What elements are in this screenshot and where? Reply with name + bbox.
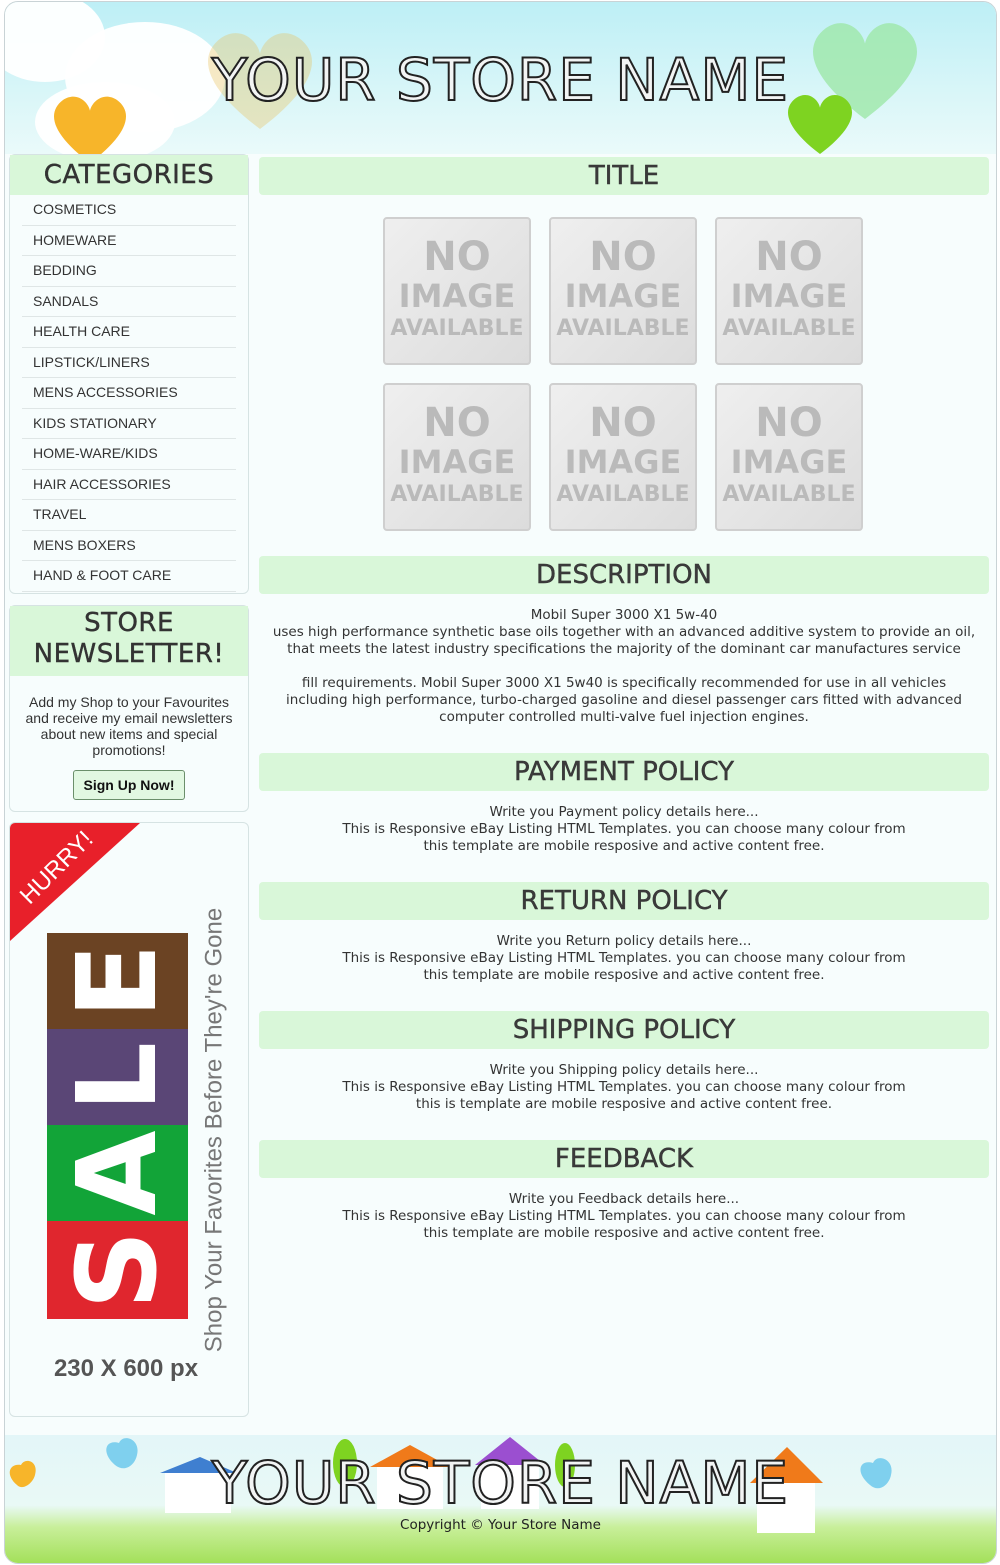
description-body	[259, 607, 989, 726]
return-policy-heading: RETURN POLICY	[259, 882, 989, 920]
title-heading: TITLE	[259, 157, 989, 195]
category-item[interactable]: TRAVEL	[22, 500, 236, 531]
product-image-placeholder[interactable]	[383, 217, 531, 365]
description-heading: DESCRIPTION	[259, 556, 989, 594]
category-item[interactable]: HEALTH CARE	[22, 317, 236, 348]
hurry-ribbon-text: HURRY!	[14, 825, 99, 910]
category-item[interactable]: MENS BOXERS	[22, 531, 236, 562]
header-banner	[5, 2, 996, 154]
footer-store-name: YOUR STORE NAME	[211, 1449, 790, 1517]
feedback-body	[259, 1191, 989, 1242]
sale-letter-block	[47, 1125, 188, 1221]
sale-letter-block	[47, 933, 188, 1029]
return-policy-text: This is Responsive eBay Listing HTML Templates. you can choose many colour from this template are mobile resposive and active content free.	[342, 950, 906, 983]
footer-banner	[5, 1435, 996, 1563]
shipping-policy-intro: Write you Shipping policy details here...	[489, 1062, 759, 1078]
no-image-line1: NO	[423, 234, 491, 280]
category-item[interactable]: HAIR ACCESSORIES	[22, 470, 236, 501]
category-item[interactable]: HAND & FOOT CARE	[22, 561, 236, 592]
no-image-line3: AVAILABLE	[556, 316, 690, 341]
payment-policy-text: This is Responsive eBay Listing HTML Templates. you can choose many colour from this template are mobile resposive and active content free.	[342, 821, 906, 854]
no-image-line1: NO	[755, 400, 823, 446]
sale-letter: L	[53, 1041, 181, 1113]
sale-tagline: Shop Your Favorites Before They're Gone	[200, 907, 228, 1353]
no-image-line2: IMAGE	[564, 443, 682, 481]
categories-heading: CATEGORIES	[10, 155, 248, 195]
sale-letter: E	[53, 943, 181, 1019]
categories-panel	[9, 154, 249, 594]
no-image-line1: NO	[423, 400, 491, 446]
category-item[interactable]: SANDALS	[22, 287, 236, 318]
newsletter-heading	[10, 606, 248, 676]
no-image-line1: NO	[755, 234, 823, 280]
no-image-line2: IMAGE	[730, 277, 848, 315]
product-image-placeholder[interactable]	[549, 217, 697, 365]
no-image-line2: IMAGE	[730, 443, 848, 481]
shipping-policy-text: This is Responsive eBay Listing HTML Templates. you can choose many colour from this is template are mobile resposive and active content free.	[342, 1079, 906, 1112]
ad-size-label: 230 X 600 px	[53, 1355, 199, 1382]
category-item[interactable]: MENS ACCESSORIES	[22, 378, 236, 409]
product-image-placeholder[interactable]	[715, 217, 863, 365]
feedback-heading: FEEDBACK	[259, 1140, 989, 1178]
product-image-placeholder[interactable]	[383, 383, 531, 531]
category-item[interactable]: HOMEWARE	[22, 226, 236, 257]
newsletter-text: Add my Shop to your Favourites and receive my email newsletters about new items and special promotions!	[25, 694, 233, 758]
categories-list	[10, 195, 248, 592]
category-item[interactable]: KIDS STATIONARY	[22, 409, 236, 440]
no-image-line1: NO	[589, 400, 657, 446]
copyright-text: Copyright © Your Store Name	[400, 1517, 601, 1533]
store-name-title: YOUR STORE NAME	[211, 46, 790, 114]
category-item[interactable]: LIPSTICK/LINERS	[22, 348, 236, 379]
payment-policy-intro: Write you Payment policy details here...	[489, 804, 759, 820]
no-image-line2: IMAGE	[398, 443, 516, 481]
category-item[interactable]: COSMETICS	[22, 195, 236, 226]
no-image-line3: AVAILABLE	[390, 482, 524, 507]
page-container	[4, 1, 997, 1564]
feedback-text: This is Responsive eBay Listing HTML Templates. you can choose many colour from this template are mobile resposive and active content free.	[342, 1208, 906, 1241]
shipping-policy-heading: SHIPPING POLICY	[259, 1011, 989, 1049]
no-image-line2: IMAGE	[398, 277, 516, 315]
description-paragraph: uses high performance synthetic base oils together with an advanced additive system to provide an oil, that meets the latest industry specifications the majority of the dominant car manufactures service	[272, 624, 976, 657]
feedback-intro: Write you Feedback details here...	[508, 1191, 740, 1207]
no-image-line3: AVAILABLE	[556, 482, 690, 507]
newsletter-heading-line1: STORE	[84, 608, 174, 638]
description-paragraph: fill requirements. Mobil Super 3000 X1 5w40 is specifically recommended for use in all vehicles including high performance, turbo-charged gasoline and diesel passenger cars fitted with advanced computer controlled multi-valve fuel injection engines.	[286, 675, 962, 725]
newsletter-heading-line2: NEWSLETTER!	[33, 639, 225, 669]
sale-ad-banner[interactable]	[9, 822, 249, 1417]
sale-letter-block	[47, 1029, 188, 1125]
category-item[interactable]: BEDDING	[22, 256, 236, 287]
return-policy-intro: Write you Return policy details here...	[496, 933, 752, 949]
payment-policy-body	[259, 804, 989, 855]
no-image-line3: AVAILABLE	[722, 316, 856, 341]
product-image-placeholder[interactable]	[549, 383, 697, 531]
newsletter-panel	[9, 605, 249, 812]
sale-ad-graphic	[10, 823, 248, 1416]
description-product-name: Mobil Super 3000 X1 5w-40	[530, 607, 718, 623]
category-item[interactable]: HOME-WARE/KIDS	[22, 439, 236, 470]
sale-letter: A	[53, 1130, 181, 1216]
sale-letter-block	[47, 1221, 188, 1319]
return-policy-body	[259, 933, 989, 984]
sign-up-button[interactable]: Sign Up Now!	[73, 770, 185, 800]
sale-letter: S	[53, 1230, 181, 1310]
no-image-line2: IMAGE	[564, 277, 682, 315]
no-image-line3: AVAILABLE	[722, 482, 856, 507]
payment-policy-heading: PAYMENT POLICY	[259, 753, 989, 791]
no-image-line3: AVAILABLE	[390, 316, 524, 341]
shipping-policy-body	[259, 1062, 989, 1113]
product-image-placeholder[interactable]	[715, 383, 863, 531]
no-image-line1: NO	[589, 234, 657, 280]
